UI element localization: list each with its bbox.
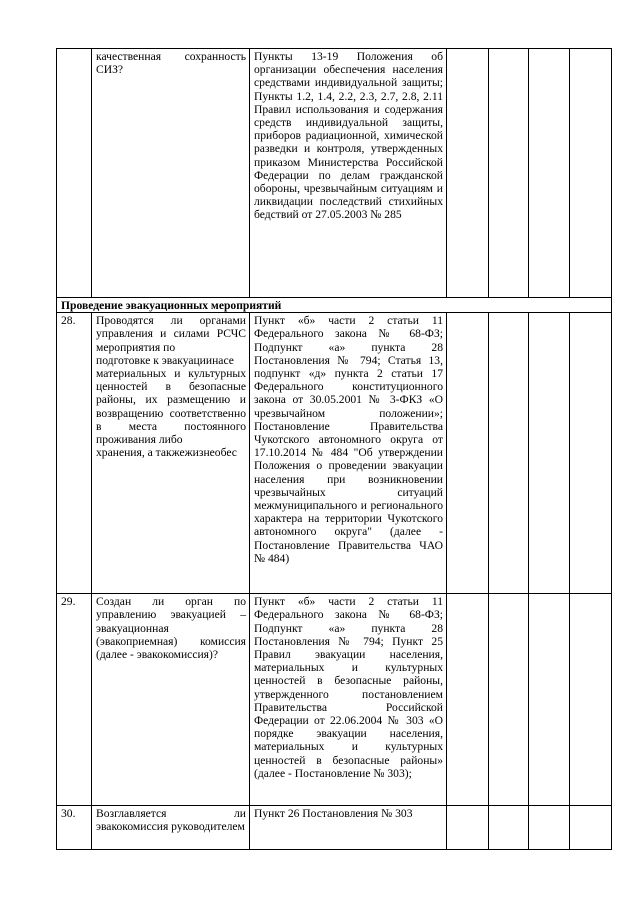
row-question bbox=[92, 313, 250, 594]
answer-cell-no bbox=[489, 806, 529, 850]
answer-cell-note bbox=[570, 49, 612, 298]
row-reference: Пункт «б» части 2 статьи 11 Федерального закона № 68-ФЗ; Подпункт «а» пункта 28 Постановления № 794; Пункт 25 Правил эвакуации населения, материальных и культурных ценностей в безопасные районы, утвержденного постановлением Правительства Российской Федерации от 22.06.2004 № 303 «О порядке эвакуации населения, материальных и культурных ценностей в безопасные районы» (далее - Постановление № 303); bbox=[250, 594, 447, 806]
row-number: 30. bbox=[57, 806, 92, 850]
question-text: материальных и культурных ценностей в безопасные районы, их размещению и возвращению соответственно в места постоянного проживания либо bbox=[96, 367, 246, 447]
table-row bbox=[57, 49, 612, 298]
answer-cell-no bbox=[489, 313, 529, 594]
answer-cell-na bbox=[529, 313, 570, 594]
row-question: качественная сохранность СИЗ? bbox=[92, 49, 250, 298]
answer-cell-yes bbox=[447, 594, 489, 806]
question-text: Проводятся ли органами управления и силами РСЧС мероприятия по bbox=[96, 314, 246, 354]
answer-cell-yes bbox=[447, 806, 489, 850]
question-text: хранения, а такжежизнеобес bbox=[96, 446, 237, 460]
row-reference: Пункт 26 Постановления № 303 bbox=[250, 806, 447, 850]
row-reference: Пункты 13-19 Положения об организации обеспечения населения средствами индивидуальной защиты; Пункты 1.2, 1.4, 2.2, 2.3, 2.7, 2.8, 2.11 Правил использования и содержания средств индивидуальной защиты, приборов радиационной, химической разведки и контроля, утвержденных приказом Министерства Российской Федерации по делам гражданской обороны, чрезвычайным ситуациям и ликвидации последствий стихийных бедствий от 27.05.2003 № 285 bbox=[250, 49, 447, 298]
checklist-table bbox=[56, 48, 612, 850]
row-number: 28. bbox=[57, 313, 92, 594]
row-number: 29. bbox=[57, 594, 92, 806]
row-reference: Пункт «б» части 2 статьи 11 Федерального закона № 68-ФЗ; Подпункт «а» пункта 28 Постановления № 794; Статья 13, подпункт «д» пункта 2 статьи 17 Федерального конституционного закона от 30.05.2001 № 3-ФКЗ «О чрезвычайном положении»; Постановление Правительства Чукотского автономного округа от 17.10.2014 № 484 "Об утверждении Положения о проведении эвакуации населения при возникновении чрезвычайных ситуаций межмуниципального и регионального характера на территории Чукотского автономного округа" (далее - Постановление Правительства ЧАО № 484) bbox=[250, 313, 447, 594]
row-number bbox=[57, 49, 92, 298]
answer-cell-note bbox=[570, 806, 612, 850]
table-row bbox=[57, 313, 612, 594]
answer-cell-note bbox=[570, 594, 612, 806]
answer-cell-yes bbox=[447, 49, 489, 298]
answer-cell-no bbox=[489, 594, 529, 806]
answer-cell-no bbox=[489, 49, 529, 298]
answer-cell-na bbox=[529, 594, 570, 806]
answer-cell-na bbox=[529, 806, 570, 850]
table-row bbox=[57, 806, 612, 850]
row-question: Возглавляется ли эвакокомиссия руководителем bbox=[92, 806, 250, 850]
section-row bbox=[57, 298, 612, 313]
answer-cell-na bbox=[529, 49, 570, 298]
answer-cell-note bbox=[570, 313, 612, 594]
answer-cell-yes bbox=[447, 313, 489, 594]
row-question: Создан ли орган по управлению эвакуацией – эвакуационная (эвакоприемная) комиссия (далее - эвакокомиссия)? bbox=[92, 594, 250, 806]
section-title: Проведение эвакуационных мероприятий bbox=[57, 298, 612, 313]
question-text: подготовке к эвакуациинасе bbox=[96, 353, 234, 367]
table-row bbox=[57, 594, 612, 806]
